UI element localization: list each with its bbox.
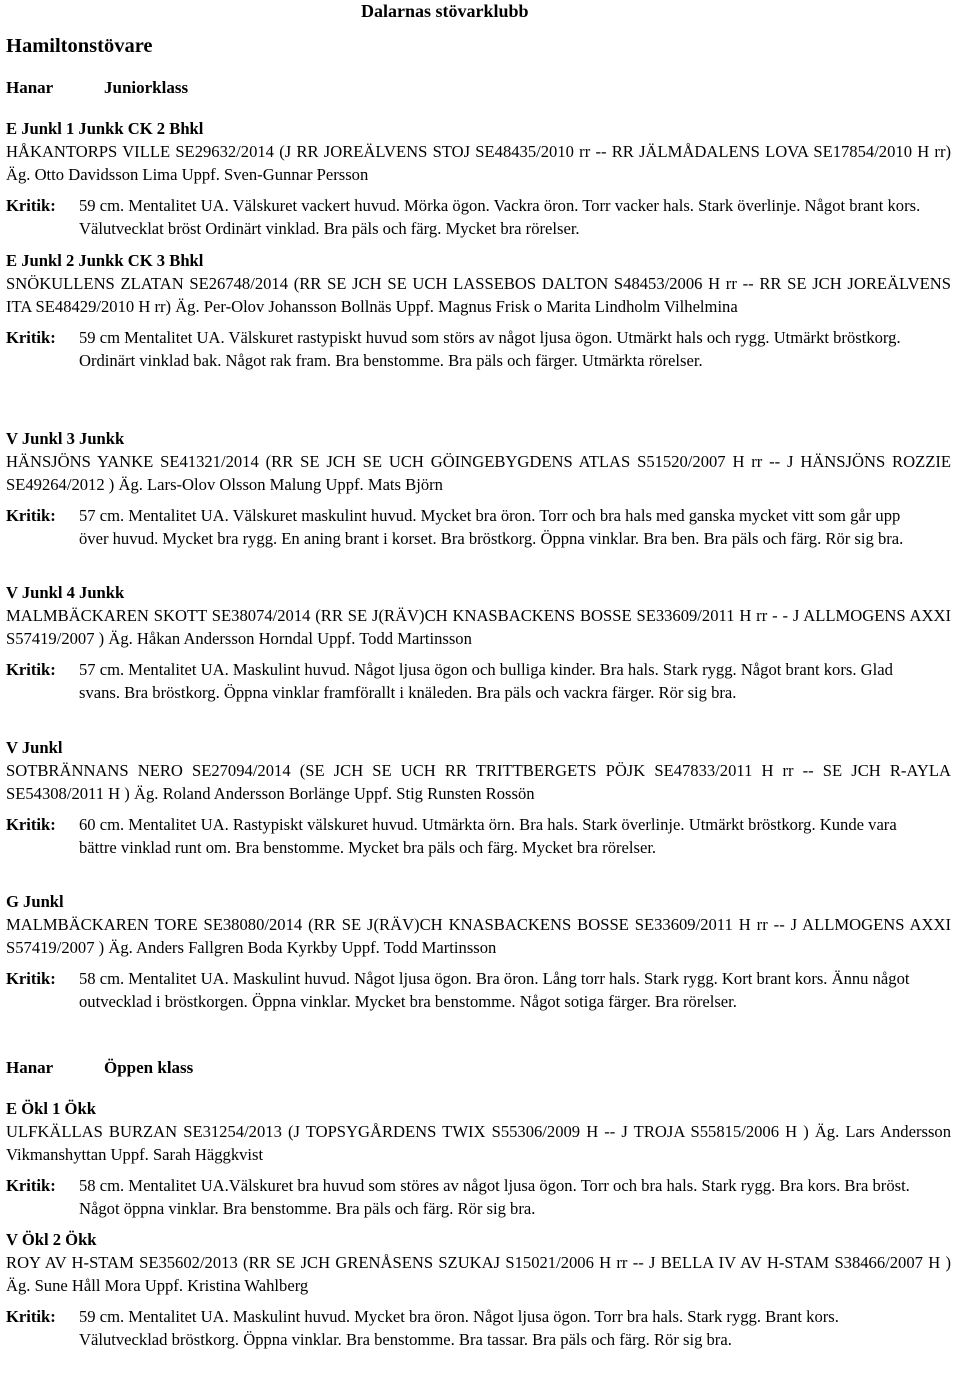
award-line: G Junkl — [6, 892, 64, 911]
dog-entry — [6, 581, 951, 704]
critique-block — [6, 1305, 951, 1351]
class-header-open — [6, 1056, 193, 1079]
critique-label: Kritik: — [6, 506, 56, 525]
class-name: Öppen klass — [104, 1058, 194, 1077]
critique-text: 59 cm. Mentalitet UA. Maskulint huvud. Mycket bra öron. Något ljusa ögon. Torr bra hals. Stark rygg. Brant kors. Välutvecklad bröstkorg. Öppna vinklar. Bra benstomme. Bra tassar. Bra päls och färg. Rör sig bra. — [79, 1307, 839, 1349]
pedigree-text: MALMBÄCKAREN SKOTT SE38074/2014 (RR SE J(RÄV)CH KNASBACKENS BOSSE SE33609/2011 H rr - - J ALLMOGENS AXXI S57419/2007 ) Äg. Håkan Andersson Horndal Uppf. Todd Martinsson — [6, 606, 951, 648]
critique-label: Kritik: — [6, 969, 56, 988]
award-line: V Junkl 4 Junkk — [6, 583, 125, 602]
critique-text: 59 cm. Mentalitet UA. Välskuret vackert huvud. Mörka ögon. Vackra öron. Torr vacker hals. Stark överlinje. Något brant kors. Välutvecklat bröst Ordinärt vinklad. Bra päls och färg. Mycket bra rörelser. — [79, 196, 921, 238]
critique-text: 59 cm Mentalitet UA. Välskuret rastypiskt huvud som störs av något ljusa ögon. Utmärkt hals och rygg. Utmärkt bröstkorg. Ordinärt vinklad bak. Något rak fram. Bra benstomme. Bra päls och färger. Utmärkta rörelser. — [79, 328, 901, 370]
class-name: Juniorklass — [104, 78, 189, 97]
award-line: V Junkl — [6, 738, 63, 757]
class-header-junior — [6, 76, 188, 99]
dog-entry — [6, 427, 951, 550]
critique-text: 58 cm. Mentalitet UA.Välskuret bra huvud som störes av något ljusa ögon. Torr och bra hals. Stark rygg. Bra kors. Bra bröst. Något öppna vinklar. Bra benstomme. Bra päls och färg. Rör sig bra. — [79, 1176, 910, 1218]
award-line: E Junkl 2 Junkk CK 3 Bhkl — [6, 251, 204, 270]
critique-block — [6, 504, 951, 550]
pedigree-text: SOTBRÄNNANS NERO SE27094/2014 (SE JCH SE UCH RR TRITTBERGETS PÖJK SE47833/2011 H rr -- SE JCH R-AYLA SE54308/2011 H ) Äg. Roland Andersson Borlänge Uppf. Stig Runsten Rossön — [6, 761, 951, 803]
pedigree-text: HÄNSJÖNS YANKE SE41321/2014 (RR SE JCH SE UCH GÖINGEBYGDENS ATLAS S51520/2007 H rr -- J HÄNSJÖNS ROZZIE SE49264/2012 ) Äg. Lars-Olov Olsson Malung Uppf. Mats Björn — [6, 452, 951, 494]
pedigree-text: MALMBÄCKAREN TORE SE38080/2014 (RR SE J(RÄV)CH KNASBACKENS BOSSE SE33609/2011 H rr -- J ALLMOGENS AXXI S57419/2007 ) Äg. Anders Fallgren Boda Kyrkby Uppf. Todd Martinsson — [6, 915, 951, 957]
dog-entry — [6, 117, 951, 240]
critique-label: Kritik: — [6, 196, 56, 215]
class-sex: Hanar — [6, 1058, 54, 1077]
award-line: E Ökl 1 Ökk — [6, 1099, 96, 1118]
class-sex: Hanar — [6, 78, 54, 97]
critique-text: 57 cm. Mentalitet UA. Maskulint huvud. Något ljusa ögon och bulliga kinder. Bra hals. Stark rygg. Något brant kors. Glad svans. Bra bröstkorg. Öppna vinklar framförallt i knäleden. Bra päls och vackra färger. Rör sig bra. — [79, 660, 893, 702]
dog-entry — [6, 1228, 951, 1351]
award-line: E Junkl 1 Junkk CK 2 Bhkl — [6, 119, 204, 138]
critique-text: 58 cm. Mentalitet UA. Maskulint huvud. Något ljusa ögon. Bra öron. Lång torr hals. Stark rygg. Kort brant kors. Ännu något outvecklad i bröstkorgen. Öppna vinklar. Mycket bra benstomme. Något sotiga färger. Bra rörelser. — [79, 969, 910, 1011]
dog-entry — [6, 1097, 951, 1220]
club-name: Dalarnas stövarklubb — [361, 1, 529, 21]
dog-entry — [6, 249, 951, 372]
critique-block — [6, 326, 951, 372]
pedigree-text: ULFKÄLLAS BURZAN SE31254/2013 (J TOPSYGÅRDENS TWIX S55306/2009 H -- J TROJA S55815/2006 H ) Äg. Lars Andersson Vikmanshyttan Uppf. Sarah Häggkvist — [6, 1122, 951, 1164]
award-line: V Junkl 3 Junkk — [6, 429, 125, 448]
pedigree-text: ROY AV H-STAM SE35602/2013 (RR SE JCH GRENÅSENS SZUKAJ S15021/2006 H rr -- J BELLA IV AV H-STAM S38466/2007 H ) Äg. Sune Håll Mora Uppf. Kristina Wahlberg — [6, 1253, 951, 1295]
critique-label: Kritik: — [6, 815, 56, 834]
dog-entry — [6, 736, 951, 859]
award-line: V Ökl 2 Ökk — [6, 1230, 97, 1249]
critique-block — [6, 658, 951, 704]
breed-title: Hamiltonstövare — [6, 35, 153, 57]
critique-label: Kritik: — [6, 328, 56, 347]
critique-text: 57 cm. Mentalitet UA. Välskuret maskulint huvud. Mycket bra öron. Torr och bra hals med ganska mycket vitt som går upp över huvud. Mycket bra rygg. En aning brant i korset. Bra bröstkorg. Öppna vinklar. Bra ben. Bra päls och färg. Rör sig bra. — [79, 506, 904, 548]
critique-label: Kritik: — [6, 660, 56, 679]
critique-block — [6, 194, 951, 240]
pedigree-text: SNÖKULLENS ZLATAN SE26748/2014 (RR SE JCH SE UCH LASSEBOS DALTON S48453/2006 H rr -- RR SE JCH JOREÄLVENS ITA SE48429/2010 H rr) Äg. Per-Olov Johansson Bollnäs Uppf. Magnus Frisk o Marita Lindholm Vilhelmina — [6, 274, 951, 316]
pedigree-text: HÅKANTORPS VILLE SE29632/2014 (J RR JOREÄLVENS STOJ SE48435/2010 rr -- RR JÄLMÅDALENS LOVA SE17854/2010 H rr) Äg. Otto Davidsson Lima Uppf. Sven-Gunnar Persson — [6, 142, 951, 184]
critique-label: Kritik: — [6, 1176, 56, 1195]
critique-block — [6, 967, 951, 1013]
critique-label: Kritik: — [6, 1307, 56, 1326]
critique-text: 60 cm. Mentalitet UA. Rastypiskt välskuret huvud. Utmärkta örn. Bra hals. Stark överlinje. Utmärkt bröstkorg. Kunde vara bättre vinklad runt om. Bra benstomme. Mycket bra päls och färg. Mycket bra rörelser. — [79, 815, 897, 857]
dog-entry — [6, 890, 951, 1013]
critique-block — [6, 1174, 951, 1220]
critique-block — [6, 813, 951, 859]
